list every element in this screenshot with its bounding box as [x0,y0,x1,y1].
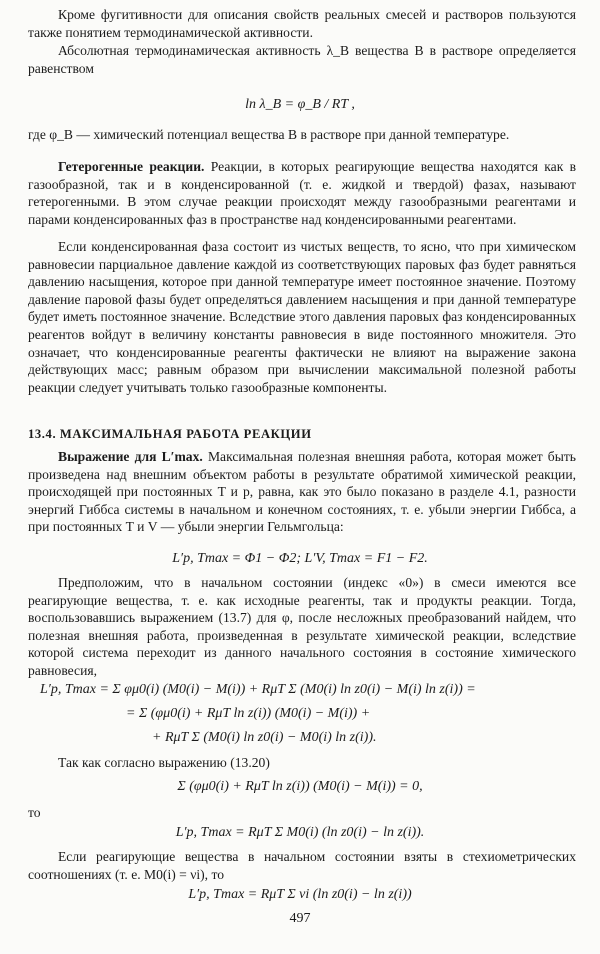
section-heading: 13.4. МАКСИМАЛЬНАЯ РАБОТА РЕАКЦИИ [28,427,312,441]
equation-work-line1: L′p, Tmax = Σ φμ0(i) (M0(i) − M(i)) + RμT Σ (M0(i) ln z0(i) − M(i) ln z(i)) = [40,682,476,697]
equation-stoichiometric: L′p, Tmax = RμT Σ νi (ln z0(i) − ln z(i)) [188,887,412,902]
paragraph-fugacity: Кроме фугитивности для описания свойств реальных смесей и растворов пользуются также понятием термодинамической активности. [28,7,576,40]
run-in-heading-heterogeneous: Гетерогенные реакции. [58,159,205,174]
paragraph-max-work-text: Максимальная полезная внешняя работа, которая может быть произведена над внешним объектом работы в результате обратимой химической реакции, происходящей при постоянных T и p, равна, как это было показано в разделе 4.1, разности энергий Гиббса системы в начальном и конечном состояниях, т. е. убыли энергии Гиббса, а при постоянных T и V — убыли энергии Гельмгольца: [28,449,576,535]
run-in-heading-max-work: Выражение для L′max. [58,449,203,464]
paragraph-activity: Абсолютная термодинамическая активность λ_B вещества B в растворе определяется равенством [28,43,576,76]
paragraph-heterogeneous [28,158,576,228]
paragraph-initial-state: Предположим, что в начальном состоянии (индекс «0») в смеси имеются все реагирующие вещества, т. е. как исходные реагенты, так и продукты реакции. Тогда, воспользовавшись выражением (13.7) для φ, после несложных преобразований найдем, что полезная внешняя работа, произведенная в результате химической реакции, вследствие которой система переходит из данного начального состояния в состояние химического равновесия, [28,575,576,678]
paragraph-heterogeneous-text: Реакции, в которых реагирующие вещества находятся как в газообразной, так и в конденсированной (т. е. жидкой и твердой) фазах, называют гетерогенными. В этом случае реакции происходят между газообразными реагентами и парами конденсированных фаз в пространстве над конденсированными реагентами. [28,159,576,227]
equation-equilibrium: Σ (φμ0(i) + RμT ln z(i)) (M0(i) − M(i)) = 0, [177,779,423,794]
equation-work-line3: + RμT Σ (M0(i) ln z0(i) − M0(i) ln z(i)). [152,730,377,745]
paragraph-according: Так как согласно выражению (13.20) [58,755,270,770]
page-number: 497 [289,911,311,926]
equation-work-result: L′p, Tmax = RμT Σ M0(i) (ln z0(i) − ln z(i)). [175,825,425,840]
equation-work-line2: = Σ (φμ0(i) + RμT ln z(i)) (M0(i) − M(i)) + [126,706,371,721]
paragraph-max-work [28,448,576,536]
paragraph-chemical-potential: где φ_B — химический потенциал вещества B в растворе при данной температуре. [28,127,510,142]
paragraph-condensed-phase: Если конденсированная фаза состоит из чистых веществ, то ясно, что при химическом равновесии парциальное давление каждой из соответствующих паровых фаз будет равняться давлению насыщения, которое при данной температуре имеет постоянное значение. Поэтому давление паровой фазы будет определяться давлением насыщения и при данной температуре будет иметь постоянное значение. Вследствие этого давления паровых фаз конденсированных реагентов войдут в величину константы равновесия в виде постоянного множителя. Это означает, что конденсированные реагенты фактически не влияют на выражение закона действующих масс; равным образом при вычислении максимальной полезной работы реакции следует учитывать только газообразные компоненты. [28,239,576,395]
paragraph-stoichiometric: Если реагирующие вещества в начальном состоянии взяты в стехиометрических соотношениях (т. е. M0(i) = νi), то [28,849,576,882]
equation-activity: ln λ_B = φ_B / RT , [245,97,355,112]
equation-gibbs-helmholtz: L′p, Tmax = Φ1 − Φ2; L′V, Tmax = F1 − F2. [172,551,428,566]
word-then: то [28,805,41,820]
